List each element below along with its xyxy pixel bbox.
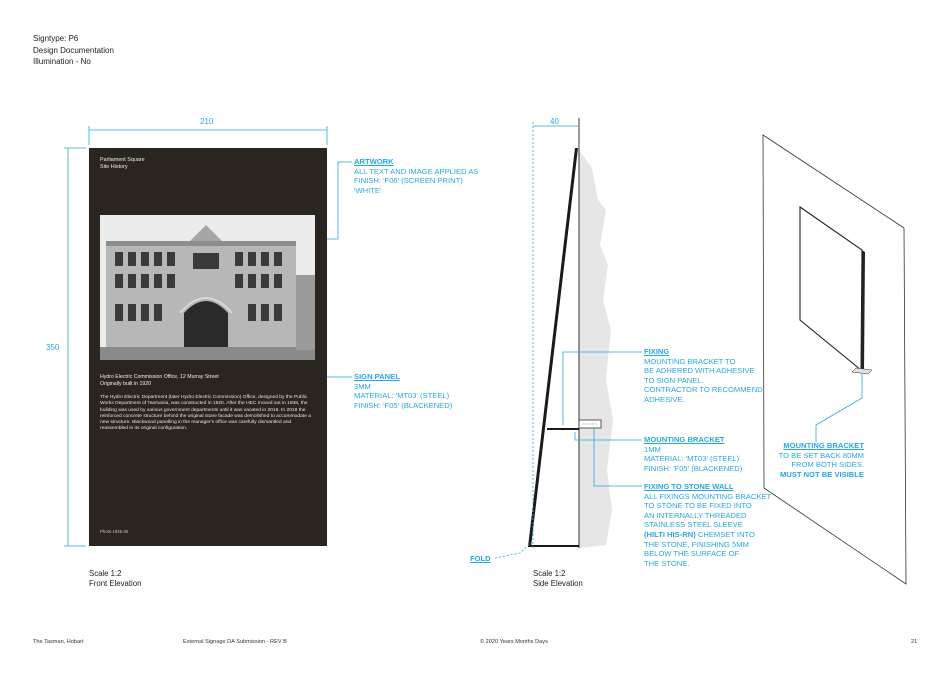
stone-note-line: STAINLESS STEEL SLEEVE bbox=[644, 520, 743, 530]
stone-note-line: TO STONE TO BE FIXED INTO bbox=[644, 501, 752, 511]
height-dimension: 350 bbox=[46, 343, 60, 352]
artwork-note-title: ARTWORK bbox=[354, 157, 394, 166]
stone-note-line: THE STONE, FINISHING 5MM bbox=[644, 539, 749, 549]
bracket-note-line: FINISH: 'F05' (BLACKENED) bbox=[644, 463, 743, 473]
sign-panel-note-line: MATERIAL: 'MT03' (STEEL) bbox=[354, 391, 450, 401]
sign-panel-note-title: SIGN PANEL bbox=[354, 372, 400, 381]
width-dimension: 210 bbox=[200, 117, 214, 126]
front-elevation-label: Front Elevation bbox=[89, 579, 142, 588]
sign-panel-note-line: FINISH: 'F05' (BLACKENED) bbox=[354, 400, 453, 410]
photo-caption bbox=[100, 374, 316, 387]
side-dimension-lines bbox=[495, 122, 642, 558]
footer-copyright: © 2020 Years Months Days bbox=[480, 639, 548, 645]
side-elevation-drawing bbox=[528, 118, 613, 548]
stone-note-line: THE STONE. bbox=[644, 558, 690, 568]
iso-bracket-note-title: MOUNTING BRACKET bbox=[783, 441, 864, 450]
side-scale-block bbox=[533, 569, 583, 589]
stone-note-line: AN INTERNALLY THREADED bbox=[644, 510, 747, 520]
fixing-note-line: MOUNTING BRACKET TO bbox=[644, 356, 736, 366]
fold-label: FOLD bbox=[470, 554, 491, 563]
front-scale-block bbox=[89, 569, 141, 589]
hilti-product-label: (HILTI HIS-RN) bbox=[644, 529, 696, 539]
artwork-note-line: FINISH: 'F06' (SCREEN PRINT) bbox=[354, 176, 463, 186]
side-scale: Scale 1:2 bbox=[533, 569, 566, 578]
isometric-view bbox=[763, 135, 906, 584]
iso-bracket-warning: MUST NOT BE VISIBLE bbox=[780, 469, 864, 479]
side-panel-section bbox=[528, 148, 578, 547]
bracket-note-title: MOUNTING BRACKET bbox=[644, 435, 725, 444]
stone-note-title: FIXING TO STONE WALL bbox=[644, 482, 734, 491]
sign-panel-note-line: 3MM bbox=[354, 381, 371, 391]
panel-body-text: The Hydro Electric Department (later Hydro Electric Commission) Office, designed by the Public Works Department of Tasmania, was constructed in 1920. After the HEC moved out in 1938, the building was used by various government departments until it was vacated in 2016. In 2018 the reinforced concrete structure behind the original stone facade was demolished to accommodate a new structure. Blackwood panelling in the manager's office was carefully dismantled and reassembled in its original configuration. bbox=[100, 395, 311, 432]
bracket-note-line: MATERIAL: 'MT03' (STEEL) bbox=[644, 454, 740, 464]
fixing-note-line: TO SIGN PANEL. bbox=[644, 375, 704, 385]
caption-line1: Hydro Electric Commission Office, 12 Murray Street bbox=[100, 374, 219, 380]
fixing-note-line: ADHESIVE. bbox=[644, 394, 685, 404]
depth-dimension: 40 bbox=[550, 117, 559, 126]
fixing-note-title: FIXING bbox=[644, 347, 670, 356]
stone-note-line: BELOW THE SURFACE OF bbox=[644, 549, 740, 559]
hilti-tail: CHEMSET INTO bbox=[695, 529, 755, 539]
artwork-note bbox=[354, 157, 478, 195]
panel-title-line1: Parliament Square bbox=[100, 157, 145, 163]
fixing-note bbox=[644, 347, 763, 405]
fold-note bbox=[470, 554, 491, 564]
stone-note-line: ALL FIXINGS MOUNTING BRACKET bbox=[644, 491, 772, 501]
artwork-note-line: 'WHITE' bbox=[354, 185, 382, 195]
iso-bracket-note bbox=[774, 441, 864, 479]
bracket-note-line: 1MM bbox=[644, 444, 661, 454]
stone-note-hilti-line bbox=[644, 530, 771, 540]
stone-wall-section bbox=[579, 150, 613, 548]
caption-line2: Originally built in 1920 bbox=[100, 380, 152, 387]
footer-project: The Tasman, Hobart bbox=[33, 639, 84, 645]
mounting-bracket-note bbox=[644, 435, 742, 473]
fixing-note-line: BE ADHERED WITH ADHESIVE bbox=[644, 366, 755, 376]
iso-bracket-note-line: FROM BOTH SIDES. bbox=[791, 460, 864, 470]
panel-title-line2: Site History bbox=[100, 164, 128, 171]
signtype-label: Signtype: P6 bbox=[33, 34, 79, 43]
fixing-note-line: CONTRACTOR TO RECOMMEND bbox=[644, 385, 763, 395]
panel-title bbox=[100, 157, 145, 172]
iso-bracket-note-line: TO BE SET BACK 80MM bbox=[778, 450, 864, 460]
historic-building-photo bbox=[100, 215, 315, 360]
side-elevation-label: Side Elevation bbox=[533, 579, 583, 588]
footer-submission: External Signage DA Submission - REV B bbox=[183, 639, 287, 645]
sign-panel-note bbox=[354, 372, 452, 410]
front-scale: Scale 1:2 bbox=[89, 569, 122, 578]
photo-credit: Photo 1925-30 bbox=[100, 529, 129, 534]
illumination-label: Illumination - No bbox=[33, 57, 91, 66]
footer-page-number: 21 bbox=[911, 639, 918, 645]
artwork-note-line: ALL TEXT AND IMAGE APPLIED AS bbox=[354, 166, 479, 176]
sign-panel-front bbox=[89, 148, 327, 546]
stone-wall-note bbox=[644, 482, 771, 568]
iso-wall bbox=[763, 135, 906, 584]
doc-label: Design Documentation bbox=[33, 45, 114, 55]
